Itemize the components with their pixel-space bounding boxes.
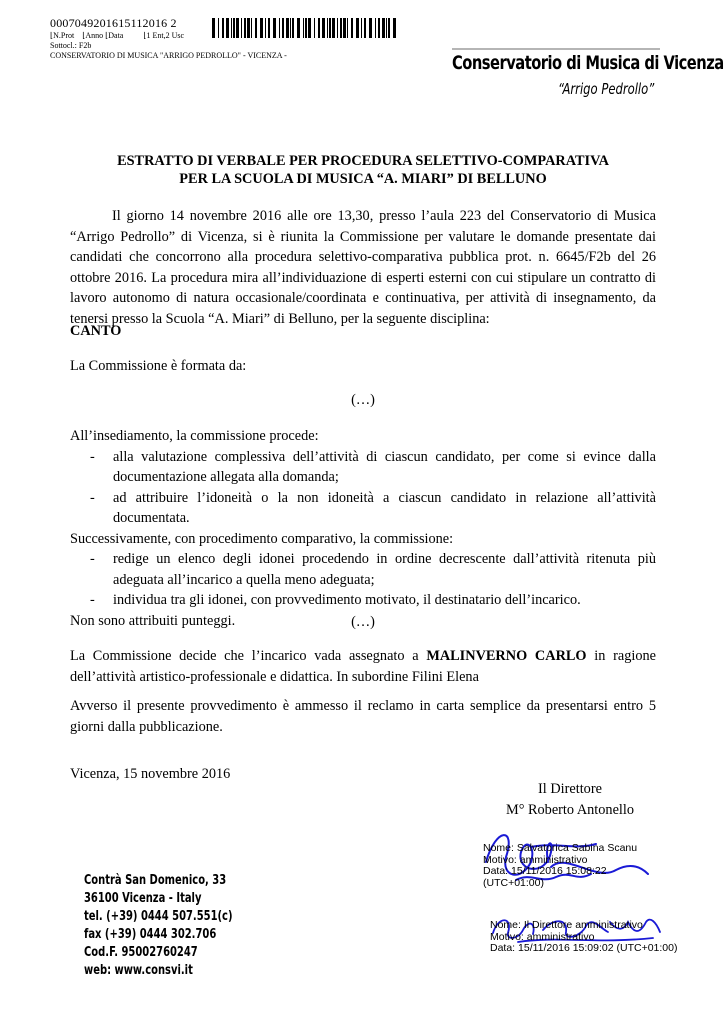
discipline: CANTO [70,323,122,339]
protocol-fields: ⌊N.Prot ⌊Anno ⌊Data ⌊1 Ent,2 Usc [50,31,185,40]
list-item: - ad attribuire l’idoneità o la non idoneità a ciascun candidato in relazione all’attività documentata. [70,488,656,529]
commission-formed: La Commissione è formata da: [70,358,247,374]
ellipsis-1: (…) [351,392,375,408]
address-web: web: www.consvi.it [84,962,193,978]
document-title-line1: ESTRATTO DI VERBALE PER PROCEDURA SELETTIVO-COMPARATIVA [117,153,609,169]
no-points: Non sono attribuiti punteggi. [70,612,236,629]
list-item: - individua tra gli idonei, con provvedimento motivato, il destinatario dell’incarico. [70,590,656,611]
sig1-tz: (UTC+01:00) [483,876,544,889]
sig1-reason: Motivo: amministrativo [483,853,588,866]
signatory-role: Il Direttore [538,781,602,797]
protocol-sottoclasse: Sottocl.: F2b [50,41,92,50]
decision-text-pre: La Commissione decide che l’incarico vada assegnato a [70,648,427,664]
protocol-institution: CONSERVATORIO DI MUSICA "ARRIGO PEDROLLO" - VICENZA - [50,51,287,60]
ellipsis-2: (…) [351,614,375,630]
sig2-reason: Motivo: amministrativo [490,930,595,943]
digital-signature-1 [483,843,683,889]
address-fax: fax (+39) 0444 302.706 [84,926,217,942]
address-street: Contrà San Domenico, 33 [84,872,227,888]
signatory [470,779,670,820]
intro-paragraph [70,206,656,329]
sig2-name: Nome: Il Direttore amministrativo [490,919,643,931]
comparative-intro: Successivamente, con procedimento comparativo, la commissione: [70,530,454,547]
decision-paragraph [70,646,656,687]
sig1-date: Data: 15/11/2016 15:08:22 [483,865,607,877]
place-date: Vicenza, 15 novembre 2016 [70,766,231,782]
settlement-intro: All’insediamento, la commissione procede: [70,428,319,444]
comparative-list [70,549,656,611]
assignee-name: MALINVERNO CARLO [426,648,587,664]
document-title-line2: PER LA SCUOLA DI MUSICA “A. MIARI” DI BELLUNO [179,171,547,187]
address-cf: Cod.F. 95002760247 [84,944,198,960]
sig2-date: Data: 15/11/2016 15:09:02 (UTC+01:00) [490,942,678,954]
address-city: 36100 Vicenza - Italy [84,890,202,906]
logo-rule [452,48,660,50]
settlement-list [70,447,656,529]
signatory-name: M° Roberto Antonello [505,801,635,818]
barcode-image [212,18,396,38]
protocol-number: 0007049201615112016 2 [50,16,177,30]
logo-subtitle: “Arrigo Pedrollo” [558,80,655,98]
list-item: - alla valutazione complessiva dell’attività di ciascun candidato, per come si evince dalla documentazione allegata alla domanda; [70,447,656,488]
sig1-name: Nome: Salvatorica Sabina Scanu [483,842,638,854]
settlement-section [70,426,656,631]
digital-signature-2 [490,920,710,955]
list-item: - redige un elenco degli idonei procedendo in ordine decrescente dall’attività ritenuta più adeguata all’incarico a quella meno adeguata; [70,549,656,590]
logo-title: Conservatorio di Musica di Vicenza [452,52,724,74]
appeal-paragraph: Avverso il presente provvedimento è ammesso il reclamo in carta semplice da presentarsi entro 5 giorni dalla pubblicazione. [70,698,656,735]
intro-text: Il giorno 14 novembre 2016 alle ore 13,30, presso l’aula 223 del Conservatorio di Musica “Arrigo Pedrollo” di Vicenza, si è riunita la Commissione per valutare le domande presentate dai candidati che concorrono alla procedura selettivo-comparativa pubblica prot. n. 6645/F2b del 26 ottobre 2016. La procedura mira all’individuazione di esperti esterni con cui stipulare un contratto di lavoro autonomo di natura occasionale/coordinata e continuativa, per attività di insegnamento, da tenersi presso la Scuola “A. Miari” di Belluno, per la seguente disciplina: [70,208,656,327]
address-tel: tel. (+39) 0444 507.551(c) [84,908,233,924]
decision-text-post: in ragione dell’attività artistico-professionale e didattica. In subordine Filini Elena [70,648,656,685]
